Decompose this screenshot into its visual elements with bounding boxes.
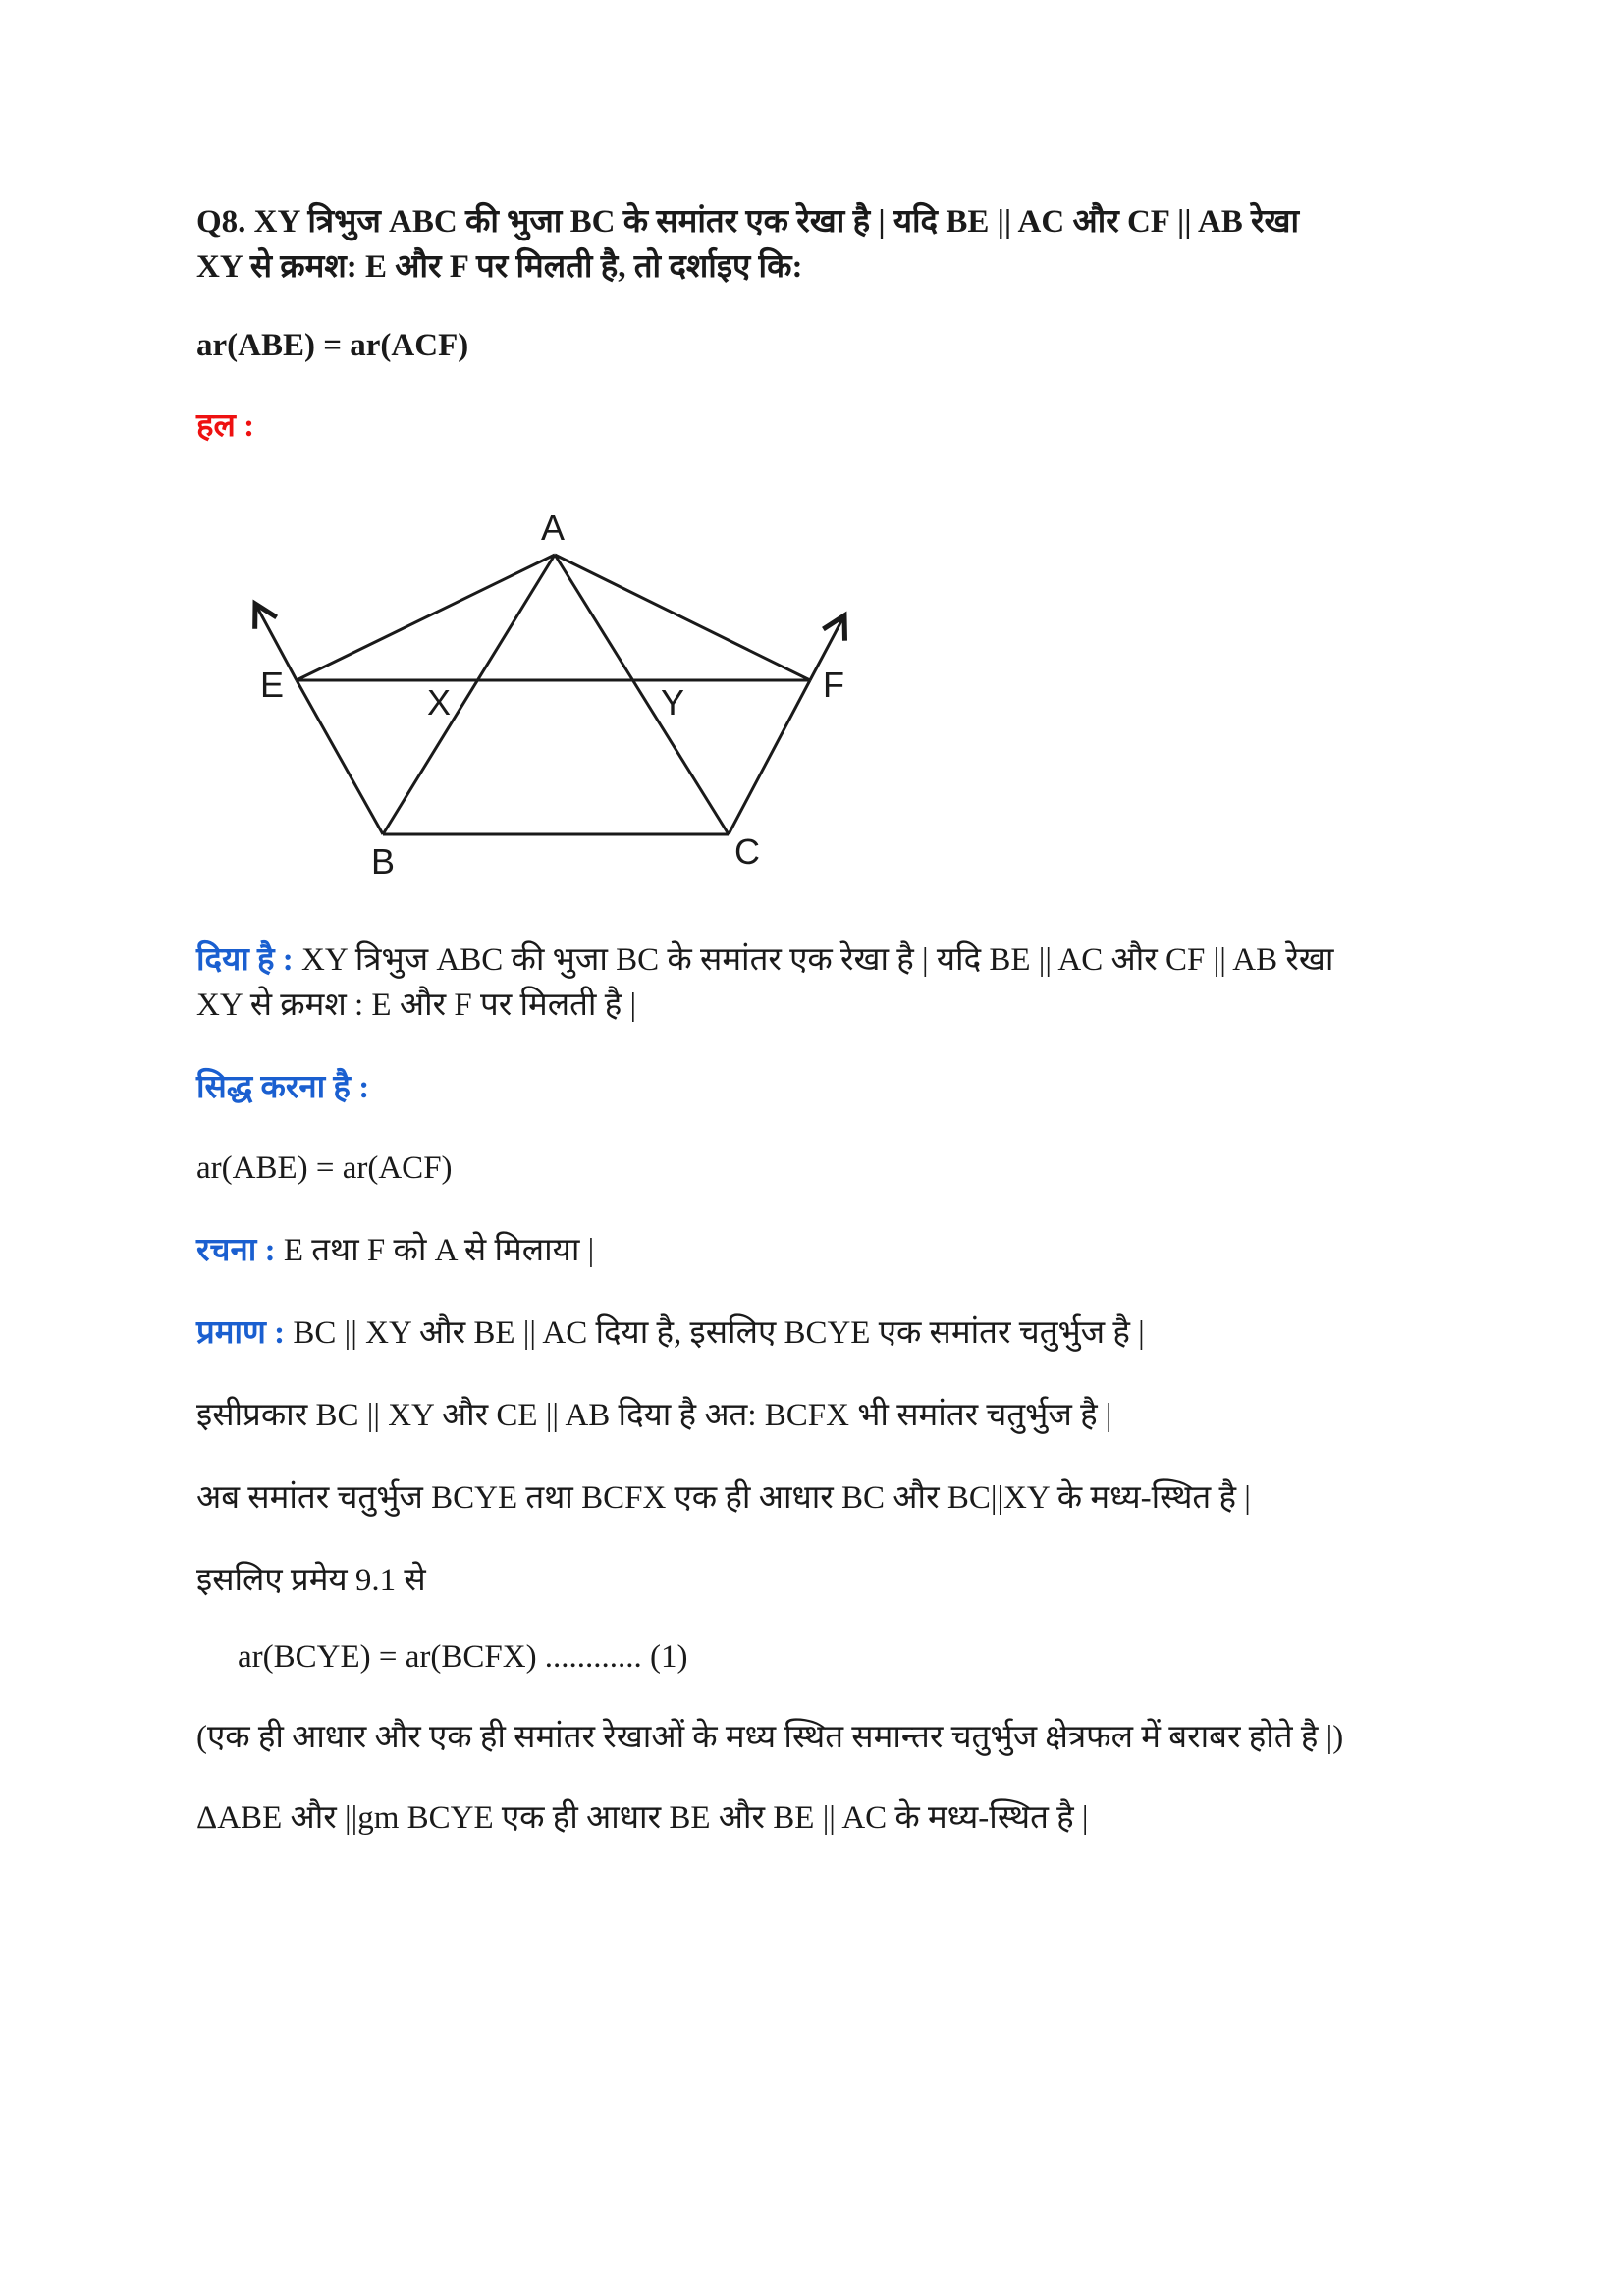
proof-text: BC || XY और BE || AC दिया है, इसलिए BCYE एक समांतर चतुर्भुज है | bbox=[285, 1315, 1145, 1351]
to-prove-label: सिद्ध करना है : bbox=[196, 1070, 370, 1105]
question-to-show: ar(ABE) = ar(ACF) bbox=[196, 328, 469, 363]
proof-line-5: (एक ही आधार और एक ही समांतर रेखाओं के मध्य स्थित समान्तर चतुर्भुज क्षेत्रफल में बराबर होते है |) bbox=[196, 1720, 1344, 1755]
segment-cf bbox=[729, 680, 810, 834]
label-b: B bbox=[371, 841, 396, 881]
to-prove-statement: ar(ABE) = ar(ACF) bbox=[196, 1150, 453, 1186]
given-line-2: XY से क्रमश : E और F पर मिलती है | bbox=[196, 988, 637, 1023]
construction-label: रचना : bbox=[196, 1233, 276, 1268]
question-line-1: Q8. XY त्रिभुज ABC की भुजा BC के समांतर एक रेखा है | यदि BE || AC और CF || AB रेखा bbox=[196, 204, 1300, 240]
given-text-1: XY त्रिभुज ABC की भुजा BC के समांतर एक रेखा है | यदि BE || AC और CF || AB रेखा bbox=[293, 942, 1334, 978]
proof-equation-1: ar(BCYE) = ar(BCFX) ............ (1) bbox=[238, 1639, 688, 1675]
proof-line-6: ΔABE और ||gm BCYE एक ही आधार BE और BE || AC के मध्य-स्थित है | bbox=[196, 1800, 1089, 1836]
proof-line-4: इसलिए प्रमेय 9.1 से bbox=[196, 1563, 426, 1598]
label-f: F bbox=[823, 665, 844, 705]
construction-line bbox=[196, 1229, 594, 1273]
geometry-figure bbox=[236, 506, 864, 888]
construction-text: E तथा F को A से मिलाया | bbox=[275, 1233, 595, 1268]
given-label: दिया है : bbox=[196, 942, 294, 978]
proof-label: प्रमाण : bbox=[196, 1315, 286, 1351]
label-x: X bbox=[427, 682, 452, 722]
solution-label: हल : bbox=[196, 408, 255, 444]
question-line-2: XY से क्रमश: E और F पर मिलती है, तो दर्शाइए कि: bbox=[196, 249, 803, 285]
label-e: E bbox=[260, 665, 285, 705]
label-y: Y bbox=[661, 682, 685, 722]
proof-line bbox=[196, 1311, 1145, 1356]
proof-line-3: अब समांतर चतुर्भुज BCYE तथा BCFX एक ही आधार BC और BC||XY के मध्य-स्थित है | bbox=[196, 1480, 1251, 1516]
label-a: A bbox=[541, 507, 566, 548]
label-c: C bbox=[734, 831, 760, 872]
proof-line-2: इसीप्रकार BC || XY और CE || AB दिया है अत: BCFX भी समांतर चतुर्भुज है | bbox=[196, 1398, 1112, 1433]
given-line-1 bbox=[196, 938, 1333, 983]
segment-be bbox=[297, 680, 383, 834]
